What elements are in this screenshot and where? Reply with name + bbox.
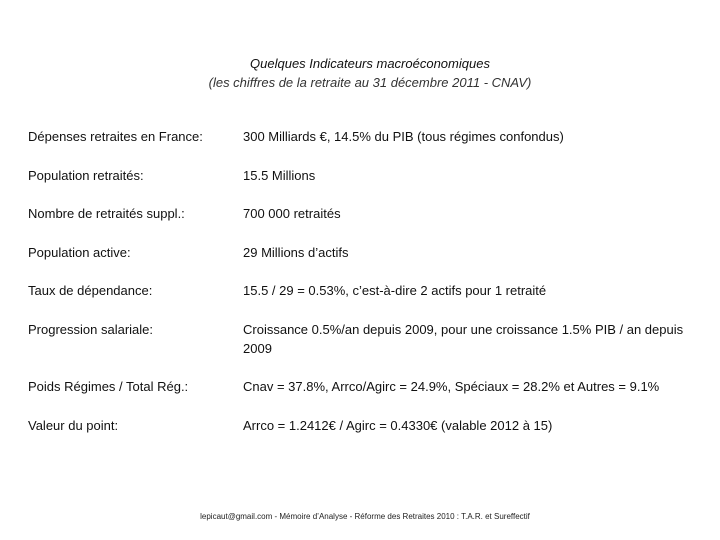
indicator-label: Taux de dépendance: (28, 283, 153, 298)
indicator-value: 15.5 / 29 = 0.53%, c’est-à-dire 2 actifs pour 1 retraité (243, 283, 547, 298)
indicator-value: 29 Millions d’actifs (243, 245, 349, 260)
indicator-label: Population retraités: (28, 168, 144, 183)
indicator-label: Poids Régimes / Total Rég.: (28, 379, 189, 394)
indicator-value: 15.5 Millions (243, 168, 316, 183)
slide-title (0, 54, 720, 92)
indicator-label: Progression salariale: (28, 322, 154, 337)
indicator-label: Population active: (28, 245, 131, 260)
slide-footer: lepicaut@gmail.com - Mémoire d’Analyse - Réforme des Retraites 2010 : T.A.R. et Sureffectif (200, 512, 530, 521)
indicator-label: Valeur du point: (28, 418, 119, 433)
indicator-value: Croissance 0.5%/an depuis 2009, pour une croissance 1.5% PIB / an depuis 2009 (243, 322, 684, 356)
indicator-value: 700 000 retraités (243, 206, 341, 221)
title-line-2: (les chiffres de la retraite au 31 décembre 2011 - CNAV) (208, 75, 532, 90)
indicator-value: 300 Milliards €, 14.5% du PIB (tous régimes confondus) (243, 129, 564, 144)
title-line-1: Quelques Indicateurs macroéconomiques (250, 56, 490, 71)
indicator-value: Cnav = 37.8%, Arrco/Agirc = 24.9%, Spéciaux = 28.2% et Autres = 9.1% (243, 379, 660, 394)
indicator-label: Nombre de retraités suppl.: (28, 206, 185, 221)
indicator-label: Dépenses retraites en France: (28, 129, 203, 144)
indicator-value: Arrco = 1.2412€ / Agirc = 0.4330€ (valable 2012 à 15) (243, 418, 553, 433)
